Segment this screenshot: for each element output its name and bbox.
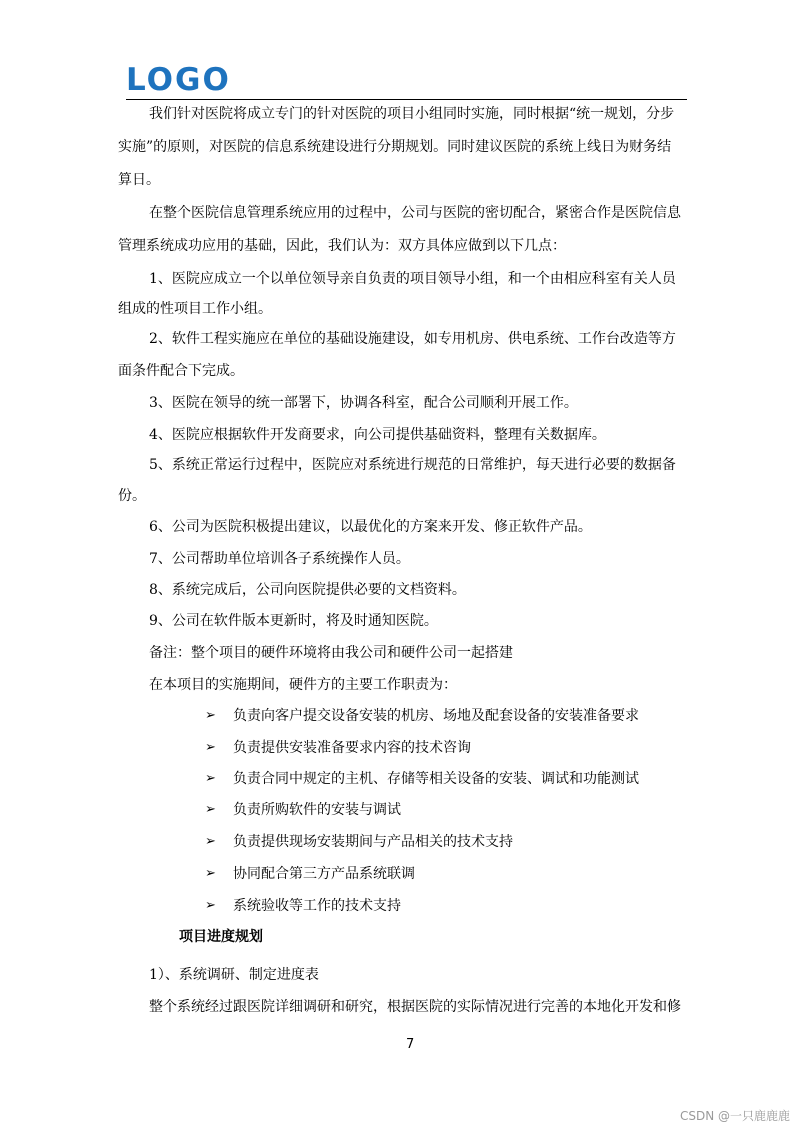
paragraph-line: 9、公司在软件版本更新时，将及时通知医院。 — [149, 613, 438, 629]
paragraph-line: 组成的性项目工作小组。 — [118, 301, 272, 317]
paragraph-line: 7、公司帮助单位培训各子系统操作人员。 — [149, 551, 410, 567]
note-line: 备注：整个项目的硬件环境将由我公司和硬件公司一起搭建 — [149, 645, 513, 661]
bullet-item: 系统验收等工作的技术支持 — [233, 898, 401, 914]
paragraph-line: 2、软件工程实施应在单位的基础设施建设，如专用机房、供电系统、工作台改造等方 — [149, 331, 676, 347]
paragraph-line: 5、系统正常运行过程中，医院应对系统进行规范的日常维护，每天进行必要的数据备 — [149, 457, 676, 473]
page-number: 7 — [406, 1037, 415, 1052]
watermark: CSDN @一只鹿鹿鹿 — [679, 1109, 790, 1123]
bullet-item: 负责向客户提交设备安装的机房、场地及配套设备的安装准备要求 — [233, 708, 639, 724]
paragraph-line: 面条件配合下完成。 — [118, 363, 244, 379]
arrow-bullet-icon: ➢ — [205, 802, 216, 817]
arrow-bullet-icon: ➢ — [205, 898, 216, 913]
arrow-bullet-icon: ➢ — [205, 708, 216, 723]
paragraph-line: 整个系统经过跟医院详细调研和研究，根据医院的实际情况进行完善的本地化开发和修 — [149, 999, 681, 1015]
bullet-item: 负责合同中规定的主机、存储等相关设备的安装、调试和功能测试 — [233, 771, 639, 787]
bullet-item: 负责提供安装准备要求内容的技术咨询 — [233, 740, 471, 756]
bullet-item: 协同配合第三方产品系统联调 — [233, 866, 415, 882]
paragraph-line: 份。 — [118, 488, 146, 504]
paragraph-line: 我们针对医院将成立专门的针对医院的项目小组同时实施，同时根据“统一规划，分步 — [149, 106, 675, 122]
paragraph-line: 在本项目的实施期间，硬件方的主要工作职责为： — [149, 677, 457, 693]
arrow-bullet-icon: ➢ — [205, 866, 216, 881]
paragraph-line: 6、公司为医院积极提出建议，以最优化的方案来开发、修正软件产品。 — [149, 519, 592, 535]
section-title: 项目进度规划 — [179, 929, 263, 945]
paragraph-line: 算日。 — [118, 172, 160, 188]
paragraph-line: 在整个医院信息管理系统应用的过程中，公司与医院的密切配合，紧密合作是医院信息 — [149, 205, 681, 221]
paragraph-line: 实施”的原则，对医院的信息系统建设进行分期规划。同时建议医院的系统上线日为财务结 — [118, 139, 672, 155]
logo: LOGO — [126, 62, 231, 98]
paragraph-line: 8、系统完成后，公司向医院提供必要的文档资料。 — [149, 582, 466, 598]
bullet-item: 负责所购软件的安装与调试 — [233, 802, 401, 818]
arrow-bullet-icon: ➢ — [205, 834, 216, 849]
bullet-item: 负责提供现场安装期间与产品相关的技术支持 — [233, 834, 513, 850]
paragraph-line: 3、医院在领导的统一部署下，协调各科室，配合公司顺利开展工作。 — [149, 395, 578, 411]
paragraph-line: 4、医院应根据软件开发商要求，向公司提供基础资料，整理有关数据库。 — [149, 427, 606, 443]
arrow-bullet-icon: ➢ — [205, 740, 216, 755]
arrow-bullet-icon: ➢ — [205, 771, 216, 786]
subsection-title: 1）、系统调研、制定进度表 — [149, 967, 319, 983]
paragraph-line: 管理系统成功应用的基础，因此，我们认为：双方具体应做到以下几点： — [118, 238, 566, 254]
paragraph-line: 1、医院应成立一个以单位领导亲自负责的项目领导小组，和一个由相应科室有关人员 — [149, 271, 676, 287]
